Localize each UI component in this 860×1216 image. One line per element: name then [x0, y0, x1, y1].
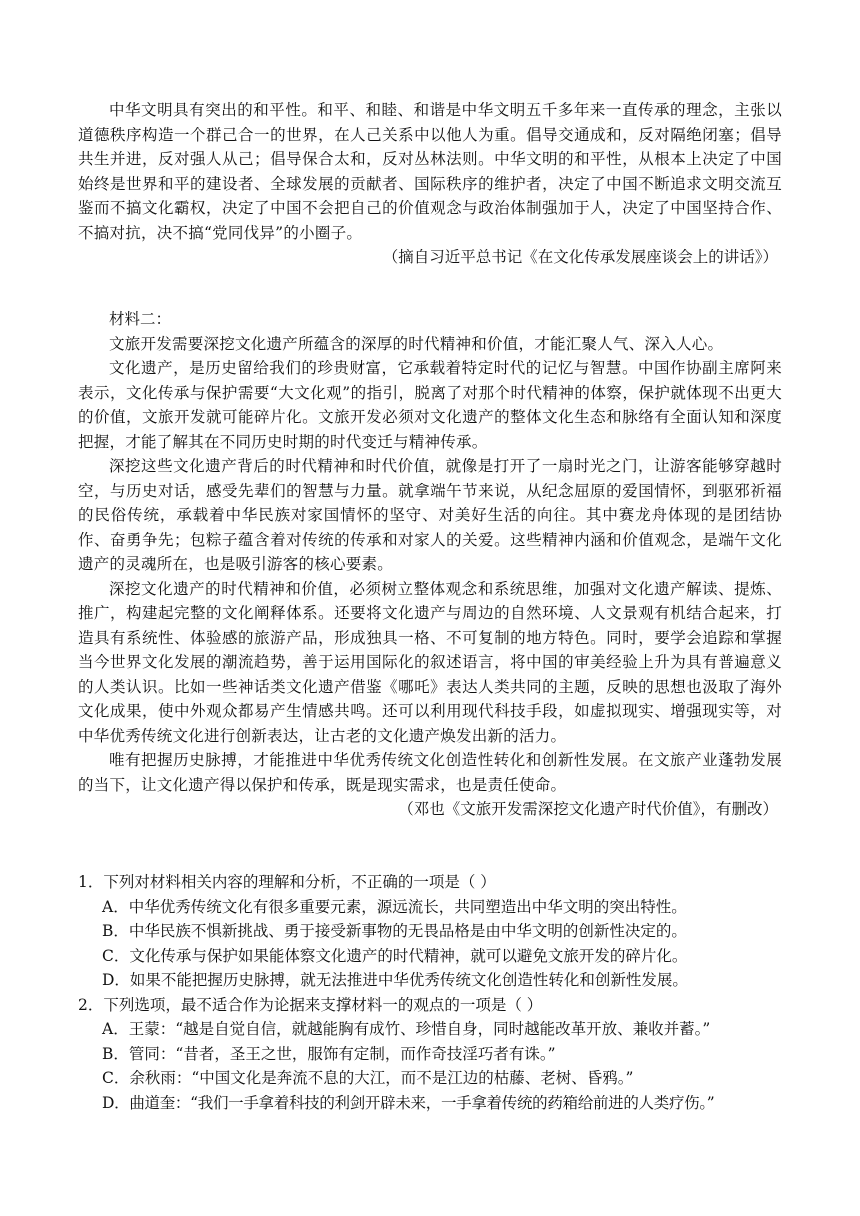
material-two-source: （邓也《文旅开发需深挖文化遗产时代价值》，有删改）: [398, 800, 778, 818]
material-two-paragraph: 文旅开发需要深挖文化遗产所蕴含的深厚的时代精神和价值，才能汇聚人气、深入人心。: [109, 334, 724, 353]
question-option: D．曲道奎：“我们一手拿着科技的利剑开辟未来，一手拿着传统的药箱给前进的人类疗伤。”: [102, 1093, 715, 1112]
question-option: C．文化传承与保护如果能体察文化遗产的时代精神，就可以避免文旅开发的碎片化。: [102, 946, 688, 965]
questions: [78, 870, 798, 1115]
question-stem: 1．下列对材料相关内容的理解和分析，不正确的一项是（ ）: [78, 873, 496, 891]
material-one-source: （摘自习近平总书记《在文化传承发展座谈会上的讲话》）: [382, 248, 778, 266]
question-option: B．管同：“昔者，圣王之世，服饰有定制，而作奇技淫巧者有诛。”: [102, 1044, 556, 1063]
material-two-paragraph: 文化遗产，是历史留给我们的珍贵财富，它承载着特定时代的记忆与智慧。中国作协副主席阿来表示，文化传承与保护需要“大文化观”的指引，脱离了对那个时代精神的体察，保护就体现不出更大的价值，文旅开发就可能碎片化。文旅开发必须对文化遗产的整体文化生态和脉络有全面认知和深度把握，才能了解其在不同历史时期的时代变迁与精神传承。: [78, 359, 782, 451]
question-option: D．如果不能把握历史脉搏，就无法推进中华优秀传统文化创造性转化和创新性发展。: [102, 971, 688, 989]
material-two-paragraph: 唯有把握历史脉搏，才能推进中华优秀传统文化创造性转化和创新性发展。在文旅产业蓬勃发展的当下，让文化遗产得以保护和传承，既是现实需求，也是责任使命。: [78, 751, 782, 794]
question-stem: 2．下列选项，最不适合作为论据来支撑材料一的观点的一项是（ ）: [78, 995, 543, 1014]
material-one: [78, 98, 782, 270]
material-two-paragraph: 深挖这些文化遗产背后的时代精神和时代价值，就像是打开了一扇时光之门，让游客能够穿越时空，与历史对话，感受先辈们的智慧与力量。就拿端午节来说，从纪念屈原的爱国情怀，到驱邪祈福的民俗传统，承载着中华民族对家国情怀的坚守、对美好生活的向往。其中赛龙舟体现的是团结协作、奋勇争先；包粽子蕴含着对传统的传承和对家人的关爱。这些精神内涵和价值观念，是端午文化遗产的灵魂所在，也是吸引游客的核心要素。: [78, 457, 782, 573]
question-option: B．中华民族不惧新挑战、勇于接受新事物的无畏品格是由中华文明的创新性决定的。: [102, 922, 687, 940]
material-one-paragraph: 中华文明具有突出的和平性。和平、和睦、和谐是中华文明五千多年来一直传承的理念，主张以道德秩序构造一个群己合一的世界，在人己关系中以他人为重。倡导交通成和，反对隔绝闭塞；倡导共生并进，反对强人从己；倡导保合太和，反对丛林法则。中华文明的和平性，从根本上决定了中国始终是世界和平的建设者、全球发展的贡献者、国际秩序的维护者，决定了中国不断追求文明交流互鉴而不搞文化霸权，决定了中国不会把自己的价值观念与政治体制强加于人，决定了中国坚持合作、不搞对抗，决不搞“党同伐异”的小圈子。: [78, 101, 782, 242]
question-option: A．王蒙：“越是自觉自信，就越能胸有成竹、珍惜自身，同时越能改革开放、兼收并蓄。”: [102, 1020, 711, 1038]
material-two-label: 材料二：: [109, 310, 172, 328]
question-option: C．余秋雨：“中国文化是奔流不息的大江，而不是江边的枯藤、老树、昏鸦。”: [102, 1069, 634, 1087]
material-two: [78, 307, 782, 822]
question-option: A．中华优秀传统文化有很多重要元素，源远流长，共同塑造出中华文明的突出特性。: [102, 897, 687, 916]
material-two-paragraph: 深挖文化遗产的时代精神和价值，必须树立整体观念和系统思维，加强对文化遗产解读、提炼、推广，构建起完整的文化阐释体系。还要将文化遗产与周边的自然环境、人文景观有机结合起来，打造具有系统性、体验感的旅游产品，形成独具一格、不可复制的地方特色。同时，要学会追踪和掌握当今世界文化发展的潮流趋势，善于运用国际化的叙述语言，将中国的审美经验上升为具有普遍意义的人类认识。比如一些神话类文化遗产借鉴《哪吒》表达人类共同的主题，反映的思想也汲取了海外文化成果，使中外观众都易产生情感共鸣。还可以利用现代科技手段，如虚拟现实、增强现实等，对中华优秀传统文化进行创新表达，让古老的文化遗产焕发出新的活力。: [78, 579, 782, 745]
